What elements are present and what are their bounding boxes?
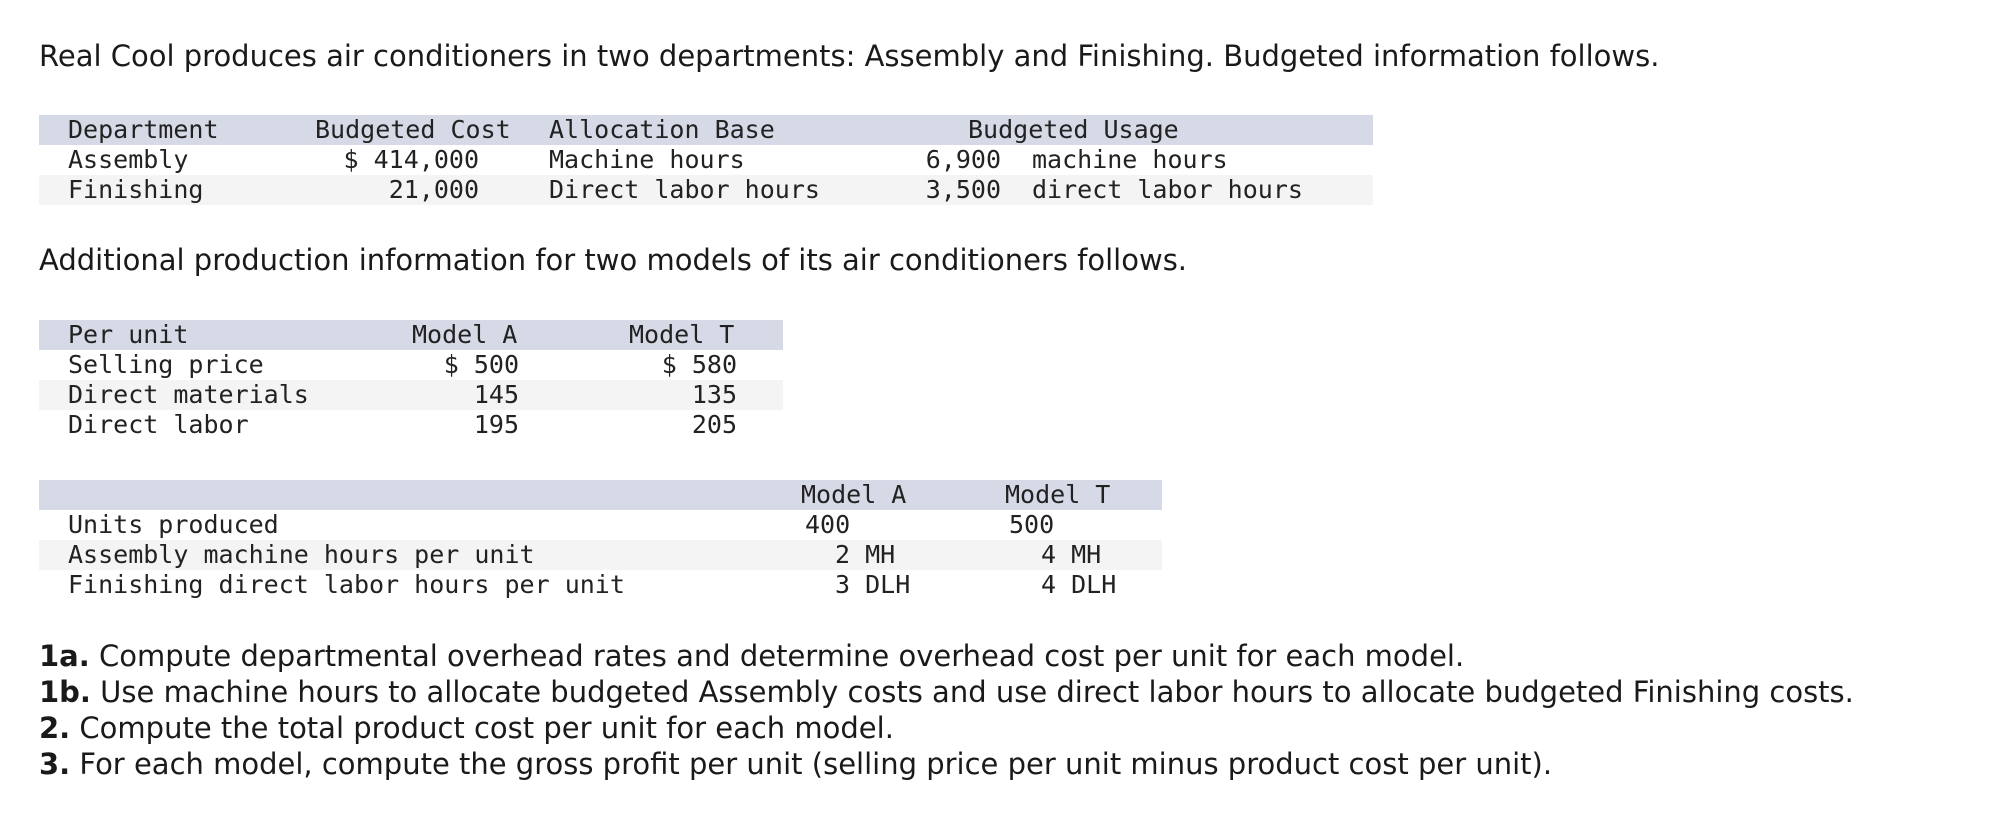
question-number: 1b. (39, 675, 91, 709)
question-1a (39, 638, 1464, 674)
row-label: Assembly machine hours per unit (68, 540, 535, 569)
row-allocation-base: Direct labor hours (549, 175, 820, 204)
question-text: Use machine hours to allocate budgeted Assembly costs and use direct labor hours to allocate budgeted Finishing costs. (90, 675, 1854, 709)
per-unit-table (39, 320, 783, 440)
question-1b (39, 674, 1854, 710)
row-model-t-value: 4 DLH (1041, 570, 1117, 599)
row-model-a-value: $ 500 (443, 350, 519, 379)
table-row (39, 510, 1162, 540)
row-model-a-value: 2 MH (835, 540, 896, 569)
row-model-a-value: 195 (473, 410, 519, 439)
production-table (39, 480, 1162, 600)
row-model-a-value: 400 (805, 510, 851, 539)
table-row (39, 380, 783, 410)
header-department: Department (68, 115, 219, 144)
row-label: Selling price (68, 350, 264, 379)
row-department: Assembly (68, 145, 189, 174)
header-budgeted-cost: Budgeted Cost (315, 115, 511, 144)
production-header-row (39, 480, 1162, 510)
header-model-a: Model A (412, 320, 518, 349)
table-row (39, 570, 1162, 600)
row-usage-quantity: 6,900 (925, 145, 1001, 174)
header-model-a: Model A (801, 480, 907, 509)
table-row (39, 540, 1162, 570)
additional-text: Additional production information for two models of its air conditioners follows. (39, 243, 1188, 277)
header-per-unit: Per unit (68, 320, 189, 349)
header-allocation-base: Allocation Base (549, 115, 775, 144)
question-3 (39, 746, 1552, 782)
row-model-t-value: 4 MH (1041, 540, 1102, 569)
per-unit-header-row (39, 320, 783, 350)
question-text: Compute departmental overhead rates and determine overhead cost per unit for each model. (89, 639, 1465, 673)
row-usage-unit: machine hours (1032, 145, 1228, 174)
row-label: Units produced (68, 510, 279, 539)
row-allocation-base: Machine hours (549, 145, 745, 174)
row-label: Direct materials (68, 380, 309, 409)
row-model-a-value: 145 (473, 380, 519, 409)
question-2 (39, 710, 894, 746)
intro-text: Real Cool produces air conditioners in two departments: Assembly and Finishing. Budgeted information follows. (39, 39, 1660, 73)
question-text: For each model, compute the gross profit per unit (selling price per unit minus product cost per unit). (70, 747, 1553, 781)
question-number: 3. (39, 747, 71, 781)
row-budgeted-cost: 21,000 (388, 175, 479, 204)
row-model-t-value: 205 (691, 410, 737, 439)
row-department: Finishing (68, 175, 204, 204)
header-budgeted-usage: Budgeted Usage (968, 115, 1179, 144)
table-row (39, 175, 1373, 205)
table-row (39, 410, 783, 440)
header-model-t: Model T (1005, 480, 1111, 509)
table-row (39, 145, 1373, 175)
row-usage-quantity: 3,500 (925, 175, 1001, 204)
row-model-t-value: 500 (1009, 510, 1055, 539)
row-label: Direct labor (68, 410, 249, 439)
question-number: 2. (39, 711, 71, 745)
header-model-t: Model T (629, 320, 735, 349)
budget-table (39, 115, 1373, 205)
question-text: Compute the total product cost per unit for each model. (70, 711, 894, 745)
row-label: Finishing direct labor hours per unit (68, 570, 625, 599)
question-number: 1a. (39, 639, 90, 673)
row-model-a-value: 3 DLH (835, 570, 911, 599)
row-usage-unit: direct labor hours (1032, 175, 1303, 204)
row-budgeted-cost: $ 414,000 (343, 145, 479, 174)
row-model-t-value: 135 (691, 380, 737, 409)
budget-table-header-row (39, 115, 1373, 145)
table-row (39, 350, 783, 380)
row-model-t-value: $ 580 (661, 350, 737, 379)
